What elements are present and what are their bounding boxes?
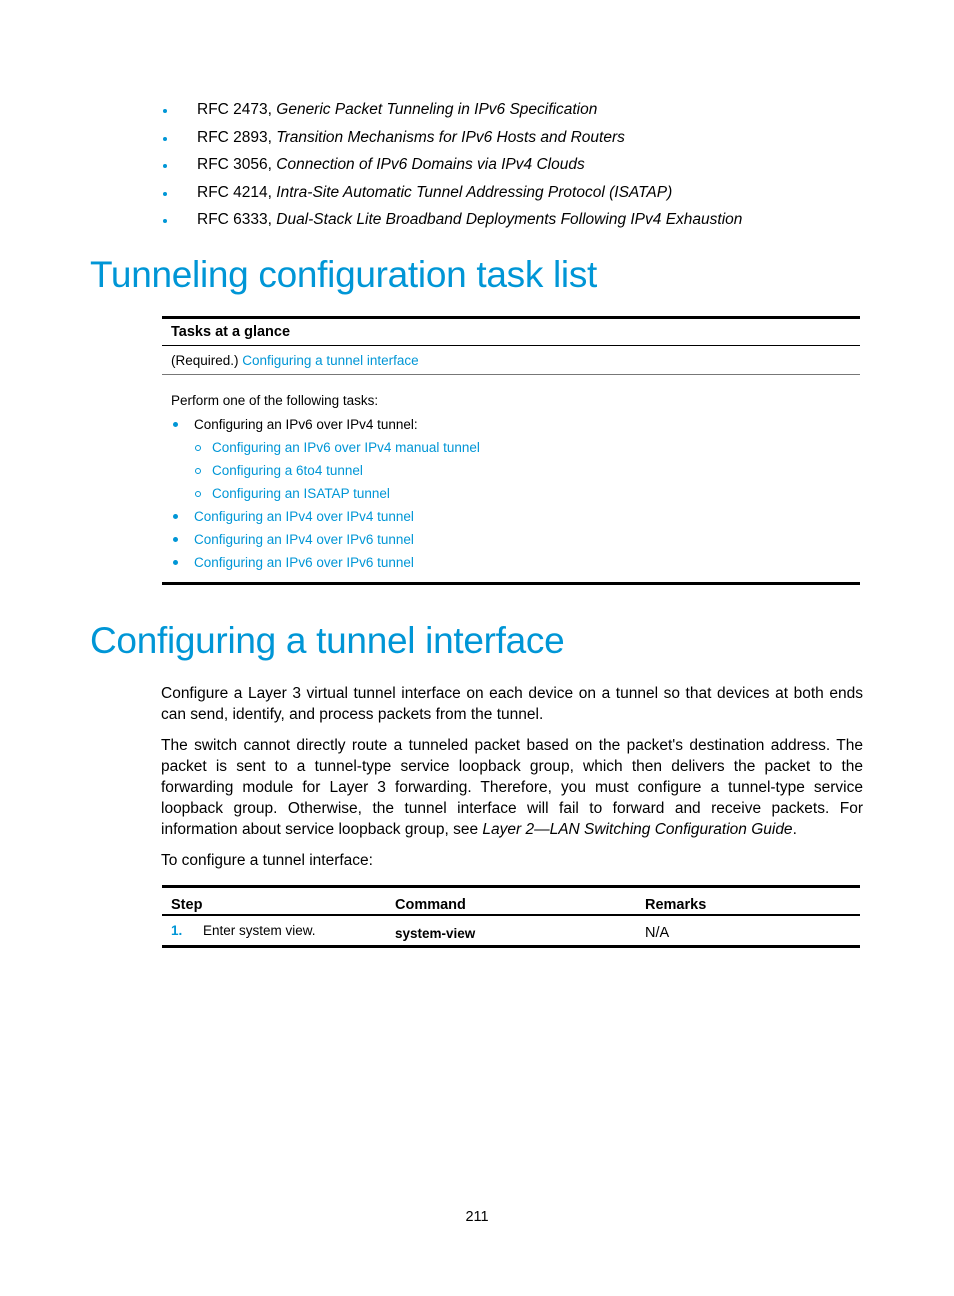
table-row <box>162 346 860 375</box>
table-header: Tasks at a glance <box>162 319 860 346</box>
step-remarks: N/A <box>645 925 670 941</box>
paragraph: The switch cannot directly route a tunneled packet based on the packet's destination address. The packet is sent to a tunnel-type service loopback group, which then delivers the packet to the forwarding module for Layer 3 forwarding. Therefore, you must configure a tunnel-type service loopback group. Otherwise, the tunnel interface will fail to forward and receive packets. For information about service loopback group, see Layer 2—LAN Switching Configuration Guide. <box>161 737 863 838</box>
guide-reference: Layer 2—LAN Switching Configuration Guide <box>482 821 793 838</box>
bullet-icon <box>173 514 178 519</box>
link-isatap-tunnel[interactable]: Configuring an ISATAP tunnel <box>212 486 390 501</box>
list-item <box>171 528 860 551</box>
bullet-icon <box>173 422 178 427</box>
tasks-intro: Perform one of the following tasks: <box>171 393 379 408</box>
circle-bullet-icon <box>195 445 201 451</box>
column-header-step: Step <box>171 897 203 913</box>
required-label: (Required.) <box>171 353 239 368</box>
column-header-remarks: Remarks <box>645 897 707 913</box>
list-item <box>171 459 860 482</box>
column-header-command: Command <box>395 897 466 913</box>
list-item <box>171 505 860 528</box>
list-item <box>171 551 860 574</box>
section-heading-configuring-tunnel: Configuring a tunnel interface <box>90 620 565 661</box>
list-item: RFC 4214, Intra-Site Automatic Tunnel Addressing Protocol (ISATAP) <box>160 181 742 209</box>
bullet-icon <box>163 164 167 168</box>
link-ipv4-over-ipv4[interactable]: Configuring an IPv4 over IPv4 tunnel <box>194 509 414 524</box>
link-ipv4-over-ipv6[interactable]: Configuring an IPv4 over IPv6 tunnel <box>194 532 414 547</box>
paragraph: Configure a Layer 3 virtual tunnel interface on each device on a tunnel so that devices at both ends can send, identify, and process packets from the tunnel. <box>161 685 863 723</box>
table-row <box>162 916 860 948</box>
list-item: Configuring an IPv6 over IPv4 tunnel: <box>171 413 860 436</box>
step-number: 1. <box>171 923 183 938</box>
list-item: RFC 2893, Transition Mechanisms for IPv6 Hosts and Routers <box>160 126 742 154</box>
page-number: 211 <box>465 1209 489 1225</box>
list-item: RFC 2473, Generic Packet Tunneling in IPv6 Specification <box>160 98 742 126</box>
circle-bullet-icon <box>195 468 201 474</box>
bullet-icon <box>163 192 167 196</box>
list-item <box>171 436 860 459</box>
bullet-icon <box>173 537 178 542</box>
task-list <box>171 413 860 574</box>
list-item <box>171 482 860 505</box>
tasks-table <box>162 316 860 585</box>
link-ipv6-over-ipv4-manual[interactable]: Configuring an IPv6 over IPv4 manual tunnel <box>212 440 480 455</box>
link-configuring-tunnel-interface[interactable]: Configuring a tunnel interface <box>242 353 419 368</box>
table-row <box>162 375 860 585</box>
bullet-icon <box>163 109 167 113</box>
link-6to4-tunnel[interactable]: Configuring a 6to4 tunnel <box>212 463 363 478</box>
link-ipv6-over-ipv6[interactable]: Configuring an IPv6 over IPv6 tunnel <box>194 555 414 570</box>
bullet-icon <box>163 219 167 223</box>
circle-bullet-icon <box>195 491 201 497</box>
bullet-icon <box>163 137 167 141</box>
table-header <box>162 888 860 916</box>
list-item: RFC 3056, Connection of IPv6 Domains via IPv4 Clouds <box>160 153 742 181</box>
step-description: Enter system view. <box>203 923 316 938</box>
section-heading-task-list: Tunneling configuration task list <box>90 254 598 295</box>
step-command: system-view <box>395 926 476 941</box>
rfc-list <box>160 98 742 236</box>
bullet-icon <box>173 560 178 565</box>
paragraph: To configure a tunnel interface: <box>161 852 373 869</box>
steps-table <box>162 885 860 948</box>
list-item: RFC 6333, Dual-Stack Lite Broadband Deployments Following IPv4 Exhaustion <box>160 208 742 236</box>
